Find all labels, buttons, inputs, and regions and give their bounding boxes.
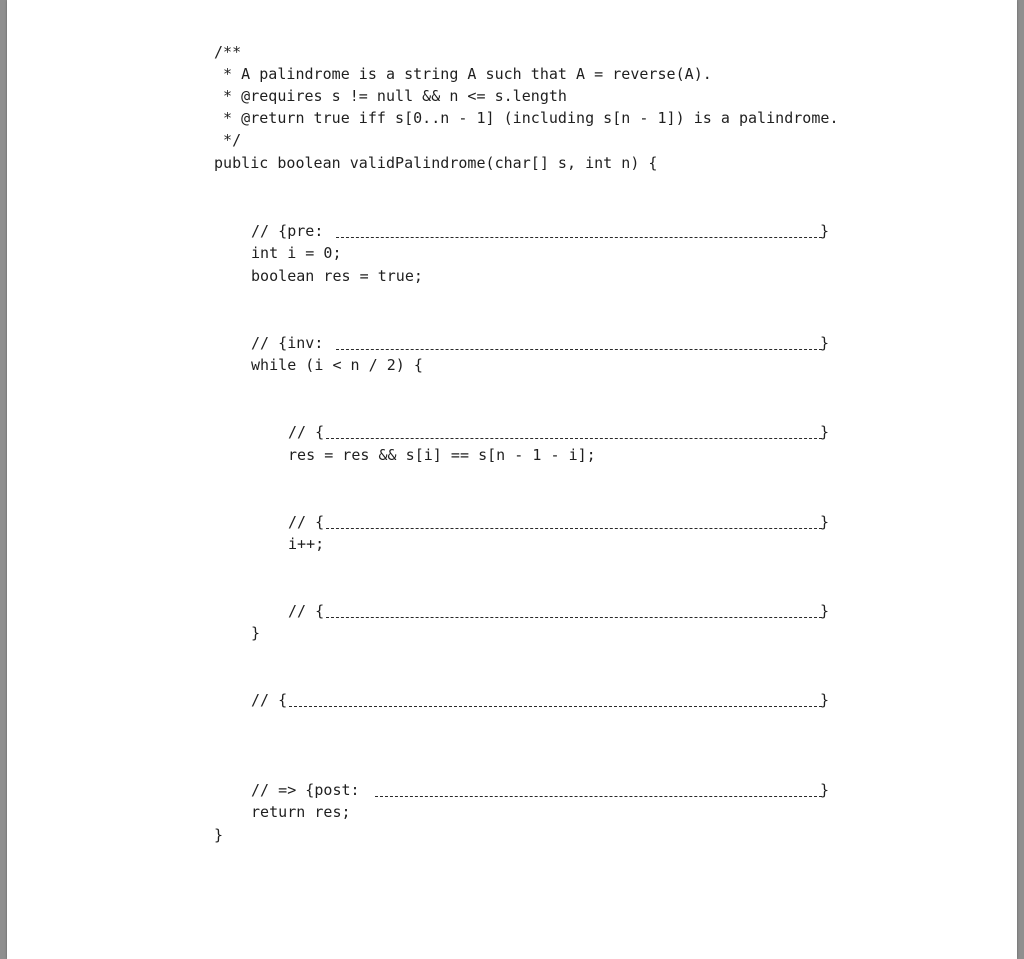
after-res-assertion-label: // { <box>288 513 325 531</box>
post-assertion-close: } <box>820 781 830 799</box>
post-assertion-blank[interactable] <box>375 796 822 797</box>
loop-top-assertion-close: } <box>820 423 830 441</box>
after-increment-assertion-label: // { <box>288 602 325 620</box>
after-loop-assertion-blank[interactable] <box>289 706 822 707</box>
after-loop-assertion-close: } <box>820 691 830 709</box>
loop-top-assertion-label: // { <box>288 423 325 441</box>
after-res-assertion-blank[interactable] <box>326 528 822 529</box>
method-close-brace: } <box>214 826 224 844</box>
init-i-statement: int i = 0; <box>251 244 342 262</box>
after-loop-assertion-label: // { <box>251 691 288 709</box>
after-res-assertion-close: } <box>820 513 830 531</box>
doc-comment-line-requires: * @requires s != null && n <= s.length <box>214 87 567 105</box>
init-res-statement: boolean res = true; <box>251 267 423 285</box>
inv-assertion-close: } <box>820 334 830 352</box>
pre-assertion-blank[interactable] <box>336 237 822 238</box>
after-increment-assertion-blank[interactable] <box>326 617 822 618</box>
res-update-statement: res = res && s[i] == s[n - 1 - i]; <box>288 446 596 464</box>
pre-assertion-close: } <box>820 222 830 240</box>
post-assertion-label: // => {post: <box>251 781 369 799</box>
after-increment-assertion-close: } <box>820 602 830 620</box>
loop-top-assertion-blank[interactable] <box>326 438 822 439</box>
doc-comment-line-description: * A palindrome is a string A such that A = reverse(A). <box>214 65 712 83</box>
document-page <box>7 0 1017 959</box>
increment-statement: i++; <box>288 535 325 553</box>
return-statement: return res; <box>251 803 351 821</box>
method-signature: public boolean validPalindrome(char[] s, int n) { <box>214 154 658 172</box>
code-listing <box>7 0 1017 959</box>
loop-close-brace: } <box>251 624 261 642</box>
doc-comment-close: */ <box>214 131 242 149</box>
inv-assertion-blank[interactable] <box>336 349 822 350</box>
while-header: while (i < n / 2) { <box>251 356 423 374</box>
inv-assertion-label: // {inv: <box>251 334 333 352</box>
pre-assertion-label: // {pre: <box>251 222 333 240</box>
doc-comment-open: /** <box>214 43 242 61</box>
doc-comment-line-return: * @return true iff s[0..n - 1] (including s[n - 1]) is a palindrome. <box>214 109 839 127</box>
